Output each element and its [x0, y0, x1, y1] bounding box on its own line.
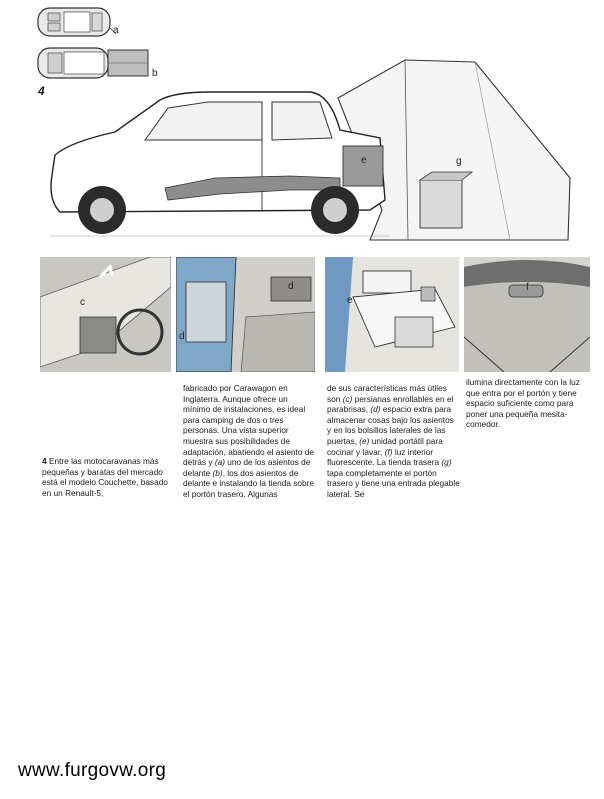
- caption-ref-a: (a): [214, 457, 225, 468]
- caption-col-3-text-4: unidad portátil para cocinar y lavar,: [327, 435, 443, 457]
- footer-url[interactable]: www.furgovw.org: [18, 760, 167, 781]
- caption-ref-d: (d): [370, 404, 381, 415]
- caption-ref-e: (e): [359, 435, 370, 446]
- caption-ref-c: (c): [342, 393, 353, 404]
- caption-ref-f: (f): [384, 446, 393, 457]
- panel-label-d1: d: [179, 331, 185, 342]
- windscreen-blind: [40, 257, 171, 372]
- door-pocket: [176, 257, 315, 372]
- figure-number: 4: [38, 84, 45, 98]
- cooking-unit: [325, 257, 459, 372]
- caption-col-2-text-1: fabricado por Carawagon en Inglaterra. Aunque ofrece un mínimo de instalaciones, es ideal para camping de dos o tres personas. Una vista superior muestra sus posibilidades de adaptación, abatiendo el asiento de detrás y: [183, 383, 315, 468]
- panel-windscreen: [40, 257, 171, 372]
- caption-ref-b: (b): [212, 467, 223, 478]
- caption-col-2: [183, 383, 315, 500]
- caption-col-2-text-3: , los dos asientos de delante e instalando la tienda sobre el portón trasero. Algunas: [183, 467, 315, 499]
- caption-col-3-text-3: espacio extra para almacenar cosas bajo los asientos y en los bolsillos laterales de las puertas,: [327, 404, 454, 446]
- caption-col-3-text-6: tapa completamente el portón trasero y tiene una entrada plegable lateral. Se: [327, 467, 460, 499]
- caption-col-3-text-5: luz interior fluorescente. La tienda trasera: [327, 446, 440, 468]
- caption-col-2-text-2: uno de los asientos de delante: [183, 457, 311, 478]
- panel-label-f: f: [526, 282, 529, 293]
- caption-figure-number: 4: [42, 456, 47, 466]
- panel-label-d2: d: [288, 281, 294, 292]
- caption-col-3-text-2: persianas enrollables en el parabrisas,: [327, 393, 454, 415]
- fluorescent-light: [464, 257, 590, 372]
- inset-label-b: b: [152, 68, 158, 79]
- caption-col-3-text-1: de sus características más útiles son: [327, 383, 447, 404]
- inset-label-a: a: [113, 25, 119, 36]
- caption-col-4-text: ilumina directamente con la luz que entra por el portón y tiene espacio suficiente como para poner una pequeña mesita-comedor.: [466, 377, 580, 430]
- panel-fluorescent-light: [464, 257, 590, 372]
- panel-door-pocket: [176, 257, 315, 372]
- car-label-e: e: [361, 155, 367, 166]
- caption-col-1: [42, 456, 172, 498]
- panel-label-e: e: [347, 295, 353, 306]
- caption-col-4: [466, 377, 590, 430]
- panel-cooking-unit: [325, 257, 459, 372]
- caption-col-3: [327, 383, 460, 500]
- panel-label-c: c: [80, 297, 85, 308]
- caption-ref-g: (g): [441, 457, 452, 468]
- car-label-g: g: [456, 156, 462, 167]
- car-side-view: [40, 50, 590, 250]
- caption-col-1-text: Entre las motocaravanas más pequeñas y baratas del mercado está el modelo Couchette, basado en un Renault-5,: [42, 456, 168, 498]
